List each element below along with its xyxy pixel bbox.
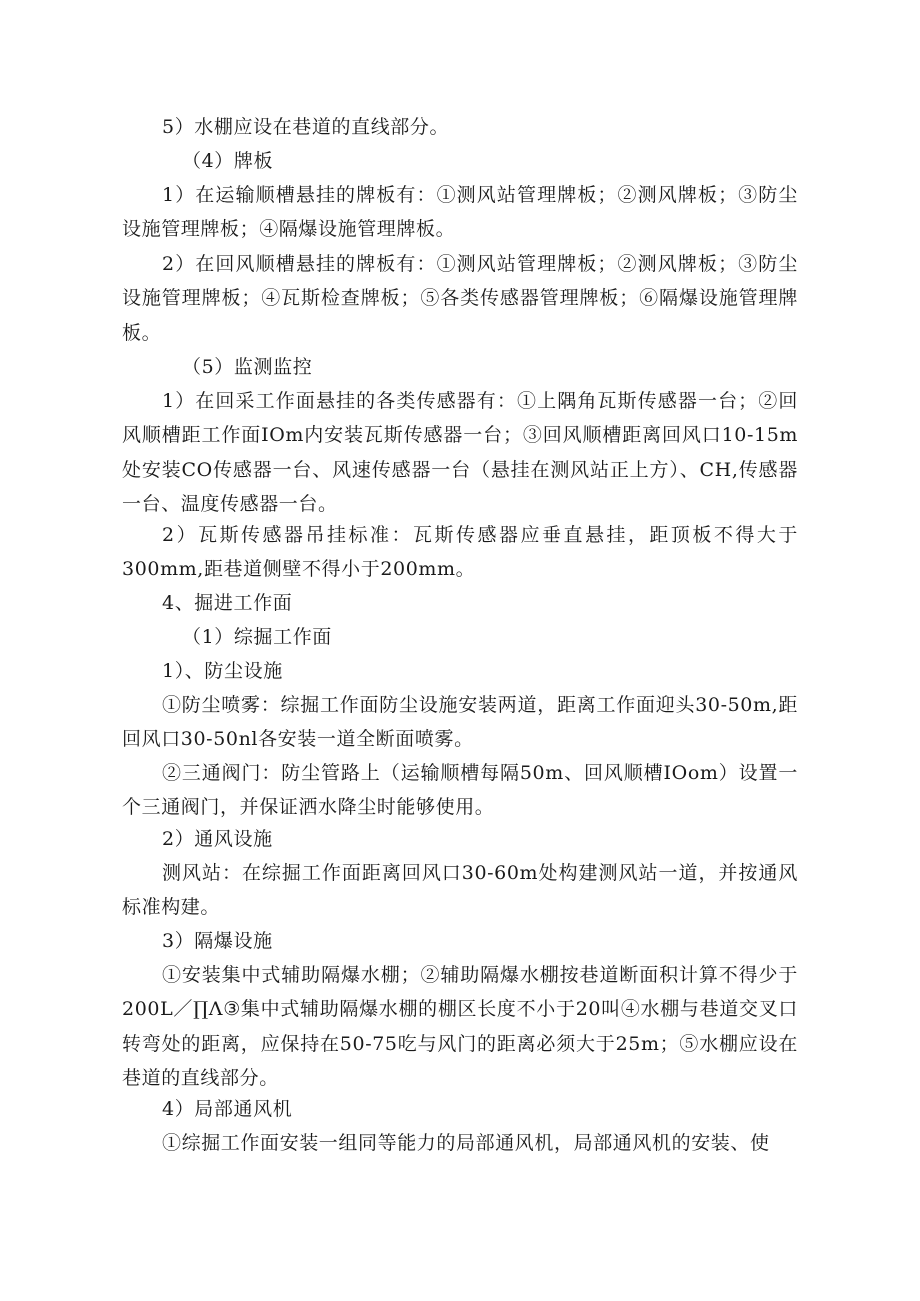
heading-ventilation-facilities: 2）通风设施	[162, 828, 273, 850]
heading-explosion-isolation: 3）隔爆设施	[162, 930, 273, 952]
paragraph-return-chute-signboards: 2）在回风顺槽悬挂的牌板有：①测风站管理牌板；②测风牌板；③防尘设施管理牌板；④瓦斯检查牌板；⑤各类传感器管理牌板；⑥隔爆设施管理牌板。	[122, 253, 798, 344]
paragraph-dust-spray: ①防尘喷雾：综掘工作面防尘设施安装两道，距离工作面迎头30-50m,距回风口30-50nl各安装一道全断面喷雾。	[122, 694, 798, 751]
heading-heading-face: 4、掘进工作面	[162, 592, 293, 614]
heading-dust-prevention: 1）、防尘设施	[162, 660, 283, 682]
paragraph-transport-chute-signboards: 1）在运输顺槽悬挂的牌板有：①测风站管理牌板；②测风牌板；③防尘设施管理牌板；④隔爆设施管理牌板。	[122, 184, 798, 241]
heading-local-ventilator: 4）局部通风机	[162, 1098, 293, 1120]
paragraph-mining-face-sensors: 1）在回采工作面悬挂的各类传感器有：①上隅角瓦斯传感器一台；②回风顺槽距工作面IOm内安装瓦斯传感器一台；③回风顺槽距离回风口10-15m处安装CO传感器一台、风速传感器一台（悬挂在测风站正上方）、CH,传感器一台、温度传感器一台。	[122, 390, 798, 516]
heading-fully-mechanized-face: （1）综掘工作面	[182, 626, 332, 648]
paragraph-explosion-isolation-water-shed: ①安装集中式辅助隔爆水棚；②辅助隔爆水棚按巷道断面积计算不得少于200L／∏Λ③集中式辅助隔爆水棚的棚区长度不小于20叫④水棚与巷道交叉口转弯处的距离，应保持在50-75吃与风门的距离必须大于25m；⑤水棚应设在巷道的直线部分。	[122, 964, 798, 1090]
paragraph-local-ventilator-install: ①综掘工作面安装一组同等能力的局部通风机，局部通风机的安装、使	[162, 1132, 770, 1154]
paragraph-gas-sensor-hanging-standard: 2）瓦斯传感器吊挂标准：瓦斯传感器应垂直悬挂，距顶板不得大于300mm,距巷道侧壁不得小于200mm。	[122, 524, 798, 581]
paragraph-water-shed-position: 5）水棚应设在巷道的直线部分。	[162, 116, 450, 138]
paragraph-wind-measuring-station: 测风站：在综掘工作面距离回风口30-60m处构建测风站一道，并按通风标准构建。	[122, 862, 798, 919]
paragraph-three-way-valve: ②三通阀门：防尘管路上（运输顺槽每隔50m、回风顺槽IOom）设置一个三通阀门，并保证洒水降尘时能够使用。	[122, 762, 798, 819]
heading-signboards: （4）牌板	[182, 150, 274, 172]
heading-monitoring: （5）监测监控	[182, 356, 313, 378]
